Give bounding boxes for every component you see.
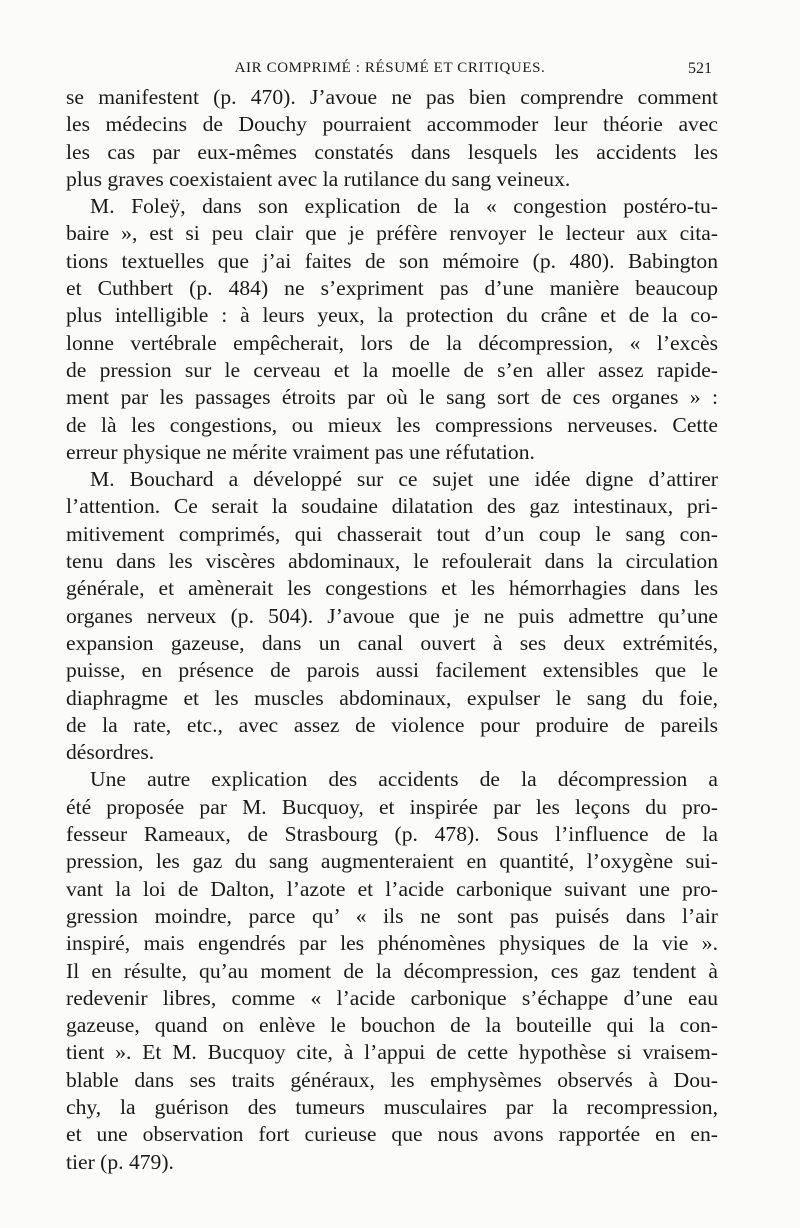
text-line: blable dans ses traits généraux, les emphysèmes observés à Dou- <box>66 1067 718 1092</box>
text-line: tient ». Et M. Bucquoy cite, à l’appui de cette hypothèse si vraisem- <box>66 1040 718 1065</box>
text-line: M. Bouchard a développé sur ce sujet une idée digne d’attirer <box>90 467 718 492</box>
text-line: et une observation fort curieuse que nous avons rapportée en en- <box>66 1122 718 1147</box>
text-line: erreur physique ne mérite vraiment pas une réfutation. <box>66 439 535 464</box>
text-line: mitivement comprimés, qui chasserait tout d’un coup le sang con- <box>66 521 718 546</box>
running-head <box>66 58 714 84</box>
text-line: se manifestent (p. 470). J’avoue ne pas bien comprendre comment <box>66 85 718 109</box>
text-line: baire », est si peu clair que je préfère renvoyer le lecteur aux cita- <box>66 221 718 246</box>
text-line: chy, la guérison des tumeurs musculaires par la recompression, <box>66 1094 718 1119</box>
text-line: et Cuthbert (p. 484) ne s’expriment pas d’une manière beaucoup <box>66 276 718 301</box>
text-line: Il en résulte, qu’au moment de la décompression, ces gaz tendent à <box>66 958 718 983</box>
text-line: plus intelligible : à leurs yeux, la protection du crâne et de la co- <box>66 303 718 328</box>
text-line: puisse, en présence de parois aussi facilement extensibles que le <box>66 658 718 683</box>
text-line: gression moindre, parce qu’ « ils ne sont pas puisés dans l’air <box>66 903 718 928</box>
text-line: gazeuse, quand on enlève le bouchon de la bouteille qui la con- <box>66 1013 718 1038</box>
text-line: tenu dans les viscères abdominaux, le refoulerait dans la circulation <box>66 549 718 574</box>
text-line: ment par les passages étroits par où le sang sort de ces organes » : <box>66 385 718 410</box>
text-line: lonne vertébrale empêcherait, lors de la décompression, « l’excès <box>66 330 718 355</box>
text-line: vant la loi de Dalton, l’azote et l’acide carbonique suivant une pro- <box>66 876 718 901</box>
text-line: de pression sur le cerveau et la moelle de s’en aller assez rapide- <box>66 357 718 382</box>
text-line: de la rate, etc., avec assez de violence pour produire de pareils <box>66 712 718 737</box>
text-line: désordres. <box>66 740 155 765</box>
text-line: pression, les gaz du sang augmenteraient en quantité, l’oxygène sui- <box>66 849 718 874</box>
page-number: 521 <box>688 60 712 77</box>
text-line: inspiré, mais engendrés par les phénomènes physiques de la vie ». <box>66 931 718 956</box>
text-line: tions textuelles que j’ai faites de son mémoire (p. 480). Babington <box>66 248 718 273</box>
text-line: Une autre explication des accidents de la décompression a <box>90 767 718 792</box>
text-line: fesseur Rameaux, de Strasbourg (p. 478). Sous l’influence de la <box>66 822 718 847</box>
text-line: l’attention. Ce serait la soudaine dilatation des gaz intestinaux, pri- <box>66 494 718 519</box>
body-text <box>66 84 718 1176</box>
text-line: M. Foleÿ, dans son explication de la « congestion postéro-tu- <box>90 194 718 219</box>
text-line: plus graves coexistaient avec la rutilance du sang veineux. <box>66 166 571 191</box>
text-line: expansion gazeuse, dans un canal ouvert à ses deux extrémités, <box>66 630 718 655</box>
running-title: AIR COMPRIMÉ : RÉSUMÉ ET CRITIQUES. <box>234 60 546 76</box>
text-line: générale, et amènerait les congestions et les hémorrhagies dans les <box>66 576 718 601</box>
text-line: les médecins de Douchy pourraient accommoder leur théorie avec <box>66 112 718 137</box>
text-line: diaphragme et les muscles abdominaux, expulser le sang du foie, <box>66 685 718 710</box>
text-line: les cas par eux-mêmes constatés dans lesquels les accidents les <box>66 139 718 164</box>
text-line: été proposée par M. Bucquoy, et inspirée par les leçons du pro- <box>66 794 718 819</box>
text-line: organes nerveux (p. 504). J’avoue que je ne puis admettre qu’une <box>66 603 718 628</box>
text-line: redevenir libres, comme « l’acide carbonique s’échappe d’une eau <box>66 985 718 1010</box>
text-line: de là les congestions, ou mieux les compressions nerveuses. Cette <box>66 412 718 437</box>
text-line: tier (p. 479). <box>66 1149 174 1174</box>
